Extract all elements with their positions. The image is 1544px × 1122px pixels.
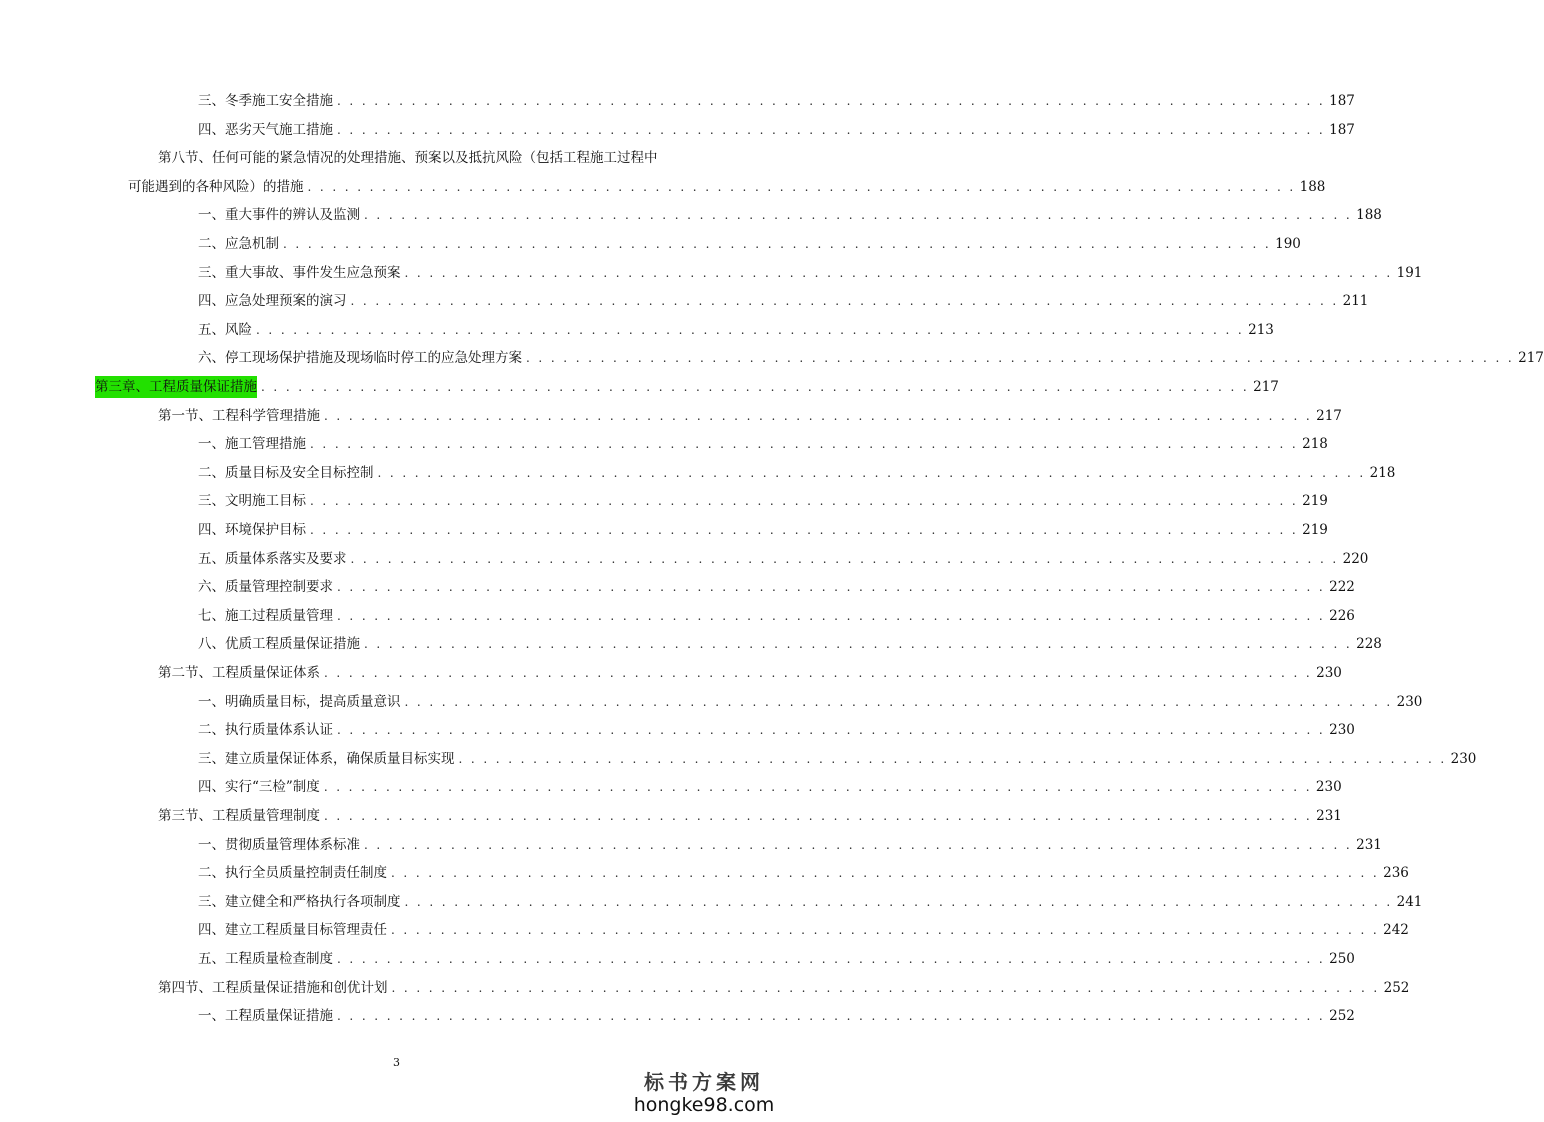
toc-entry-page: 219 <box>1302 493 1328 510</box>
toc-entry[interactable] <box>198 490 1328 512</box>
toc-entry[interactable] <box>198 548 1369 570</box>
toc-entry-label: 二、质量目标及安全目标控制 <box>198 464 374 481</box>
toc-entry-page: 187 <box>1329 93 1355 109</box>
toc-entry[interactable] <box>198 462 1396 484</box>
toc-entry-label: 二、应急机制 <box>198 236 279 252</box>
toc-entry-page: 188 <box>1299 178 1326 195</box>
toc-entry-page: 230 <box>1396 693 1423 710</box>
toc-leader-dots: . . . . . . . . . . . . . . . . . . . . . . . . . . . . . . . . . . . . . . . . . . . . . . . . . . . . . . . . . . . . . . . . . . . . . . . . . . . . . . . . <box>364 208 1353 223</box>
toc-entry-page: 220 <box>1342 550 1369 567</box>
toc-entry[interactable] <box>198 719 1355 741</box>
toc-entry[interactable] <box>198 433 1328 455</box>
toc-entry-page: 191 <box>1396 264 1423 281</box>
toc-entry-page: 218 <box>1369 464 1396 481</box>
toc-entry-page: 242 <box>1383 922 1409 939</box>
toc-entry[interactable] <box>198 319 1274 341</box>
toc-entry[interactable] <box>198 576 1355 598</box>
toc-entry[interactable] <box>198 919 1409 941</box>
toc-entry-label: 一、重大事件的辨认及监测 <box>198 207 360 224</box>
toc-leader-dots: . . . . . . . . . . . . . . . . . . . . . . . . . . . . . . . . . . . . . . . . . . . . . . . . . . . . . . . . . . . . . . . . . . . . . . . . . . . . . . . . <box>337 94 1326 108</box>
toc-entry[interactable] <box>198 605 1355 627</box>
toc-entry[interactable] <box>198 691 1423 713</box>
toc-entry-label: 第三章、工程质量保证措施 <box>95 376 257 398</box>
toc-entry-label: 四、环境保护目标 <box>198 522 306 538</box>
toc-entry-label: 四、应急处理预案的演习 <box>198 293 347 310</box>
toc-entry-page: 231 <box>1316 808 1342 824</box>
toc-entry[interactable] <box>95 376 1279 398</box>
toc-entry[interactable] <box>198 1005 1355 1027</box>
toc-entry-label: 六、质量管理控制要求 <box>198 579 333 596</box>
toc-entry-label: 二、执行全员质量控制责任制度 <box>198 865 387 882</box>
toc-entry-label: 四、建立工程质量目标管理责任 <box>198 922 387 939</box>
toc-leader-dots: . . . . . . . . . . . . . . . . . . . . . . . . . . . . . . . . . . . . . . . . . . . . . . . . . . . . . . . . . . . . . . . . . . . . . . . . . . . . . . . . <box>337 608 1326 623</box>
toc-entry-page: 252 <box>1383 979 1410 996</box>
toc-leader-dots: . . . . . . . . . . . . . . . . . . . . . . . . . . . . . . . . . . . . . . . . . . . . . . . . . . . . . . . . . . . . . . . . . . . . . . . . . . . . . . . . <box>404 894 1393 909</box>
toc-leader-dots: . . . . . . . . . . . . . . . . . . . . . . . . . . . . . . . . . . . . . . . . . . . . . . . . . . . . . . . . . . . . . . . . . . . . . . . . . . . . . . . . <box>310 494 1299 509</box>
toc-leader-dots: . . . . . . . . . . . . . . . . . . . . . . . . . . . . . . . . . . . . . . . . . . . . . . . . . . . . . . . . . . . . . . . . . . . . . . . . . . . . . . . . <box>404 694 1393 709</box>
toc-leader-dots: . . . . . . . . . . . . . . . . . . . . . . . . . . . . . . . . . . . . . . . . . . . . . . . . . . . . . . . . . . . . . . . . . . . . . . . . . . . . . . . . <box>310 523 1299 537</box>
toc-leader-dots: . . . . . . . . . . . . . . . . . . . . . . . . . . . . . . . . . . . . . . . . . . . . . . . . . . . . . . . . . . . . . . . . . . . . . . . . . . . . . . . . <box>307 179 1296 194</box>
toc-entry-page: 190 <box>1275 236 1301 252</box>
toc-entry[interactable] <box>198 834 1382 856</box>
watermark-url: hongke98.com <box>633 1094 775 1116</box>
toc-entry-label: 一、工程质量保证措施 <box>198 1008 333 1025</box>
toc-leader-dots: . . . . . . . . . . . . . . . . . . . . . . . . . . . . . . . . . . . . . . . . . . . . . . . . . . . . . . . . . . . . . . . . . . . . . . . . . . . . . . . . <box>350 294 1339 309</box>
toc-leader-dots: . . . . . . . . . . . . . . . . . . . . . . . . . . . . . . . . . . . . . . . . . . . . . . . . . . . . . . . . . . . . . . . . . . . . . . . . . . . . . . . . <box>364 637 1353 652</box>
toc-entry-page: 241 <box>1396 893 1423 910</box>
toc-leader-dots: . . . . . . . . . . . . . . . . . . . . . . . . . . . . . . . . . . . . . . . . . . . . . . . . . . . . . . . . . . . . . . . . . . . . . . . . . . . . . . . . <box>404 265 1393 280</box>
toc-entry-label: 第二节、工程质量保证体系 <box>158 665 320 681</box>
toc-leader-dots: . . . . . . . . . . . . . . . . . . . . . . . . . . . . . . . . . . . . . . . . . . . . . . . . . . . . . . . . . . . . . . . . . . . . . . . . . . . . . . . . <box>337 952 1326 966</box>
toc-entry-label: 五、质量体系落实及要求 <box>198 550 347 567</box>
toc-entry[interactable] <box>198 90 1355 112</box>
toc-entry-label: 第三节、工程质量管理制度 <box>158 808 320 824</box>
toc-entry-label: 四、实行“三检”制度 <box>198 779 320 796</box>
toc-entry-label: 四、恶劣天气施工措施 <box>198 121 333 138</box>
toc-entry-page: 211 <box>1342 293 1369 310</box>
toc-entry[interactable] <box>198 633 1382 655</box>
toc-entry[interactable] <box>198 290 1369 312</box>
toc-entry-label: 三、建立健全和严格执行各项制度 <box>198 893 401 910</box>
toc-entry[interactable] <box>198 776 1342 798</box>
toc-entry-page: 236 <box>1383 865 1409 882</box>
toc-entry[interactable] <box>198 891 1423 913</box>
toc-entry[interactable] <box>198 119 1355 141</box>
toc-leader-dots: . . . . . . . . . . . . . . . . . . . . . . . . . . . . . . . . . . . . . . . . . . . . . . . . . . . . . . . . . . . . . . . . . . . . . . . . . . . . . . . . <box>310 437 1299 452</box>
toc-entry-page: 230 <box>1316 665 1342 681</box>
toc-entry[interactable] <box>158 662 1342 684</box>
toc-entry-label: 第四节、工程质量保证措施和创优计划 <box>158 979 388 996</box>
toc-entry-label: 五、工程质量检查制度 <box>198 951 333 967</box>
toc-entry[interactable] <box>158 977 1410 999</box>
toc-entry-page: 213 <box>1248 321 1274 338</box>
toc-entry-label: 六、停工现场保护措施及现场临时停工的应急处理方案 <box>198 350 522 367</box>
toc-entry-label: 七、施工过程质量管理 <box>198 607 333 624</box>
toc-entry-page: 228 <box>1356 636 1382 653</box>
toc-leader-dots: . . . . . . . . . . . . . . . . . . . . . . . . . . . . . . . . . . . . . . . . . . . . . . . . . . . . . . . . . . . . . . . . . . . . . . . . . . . . . . . . <box>391 980 1380 995</box>
toc-entry-label: 一、贯彻质量管理体系标准 <box>198 836 360 853</box>
toc-entry-label: 第八节、任何可能的紧急情况的处理措施、预案以及抵抗风险（包括工程施工过程中 <box>158 150 658 167</box>
toc-entry-page: 252 <box>1329 1008 1355 1025</box>
toc-leader-dots: . . . . . . . . . . . . . . . . . . . . . . . . . . . . . . . . . . . . . . . . . . . . . . . . . . . . . . . . . . . . . . . . . . . . . . . . . . . . . . . . <box>391 923 1380 938</box>
toc-entry-page: 230 <box>1450 750 1477 767</box>
toc-entry-label: 一、施工管理措施 <box>198 436 306 453</box>
toc-leader-dots: . . . . . . . . . . . . . . . . . . . . . . . . . . . . . . . . . . . . . . . . . . . . . . . . . . . . . . . . . . . . . . . . . . . . . . . . . . . . . . . . <box>337 1009 1326 1024</box>
toc-entry-page: 217 <box>1518 350 1544 367</box>
toc-leader-dots: . . . . . . . . . . . . . . . . . . . . . . . . . . . . . . . . . . . . . . . . . . . . . . . . . . . . . . . . . . . . . . . . . . . . . . . . . . . . . . . . <box>526 351 1515 366</box>
toc-entry-label: 三、建立质量保证体系，确保质量目标实现 <box>198 750 455 767</box>
toc-leader-dots: . . . . . . . . . . . . . . . . . . . . . . . . . . . . . . . . . . . . . . . . . . . . . . . . . . . . . . . . . . . . . . . . . . . . . . . . . . . . . . . . <box>391 866 1380 881</box>
watermark-logo <box>629 1070 779 1116</box>
toc-entry-label: 一、明确质量目标，提高质量意识 <box>198 693 401 710</box>
toc-entry-page: 250 <box>1329 951 1355 967</box>
page-number: 3 <box>393 1056 400 1069</box>
toc-entry-page: 188 <box>1356 207 1382 224</box>
toc-entry[interactable] <box>198 748 1477 770</box>
toc-leader-dots: . . . . . . . . . . . . . . . . . . . . . . . . . . . . . . . . . . . . . . . . . . . . . . . . . . . . . . . . . . . . . . . . . . . . . . . . . . . . . . . . <box>324 408 1313 423</box>
toc-leader-dots: . . . . . . . . . . . . . . . . . . . . . . . . . . . . . . . . . . . . . . . . . . . . . . . . . . . . . . . . . . . . . . . . . . . . . . . . . . . . . . . . <box>350 551 1339 566</box>
toc-entry-label: 可能遇到的各种风险）的措施 <box>128 178 304 195</box>
toc-entry-page: 219 <box>1302 522 1328 538</box>
toc-entry-page: 187 <box>1329 121 1355 138</box>
toc-leader-dots: . . . . . . . . . . . . . . . . . . . . . . . . . . . . . . . . . . . . . . . . . . . . . . . . . . . . . . . . . . . . . . . . . . . . . . . . . . . . . . . . <box>337 723 1326 738</box>
toc-leader-dots: . . . . . . . . . . . . . . . . . . . . . . . . . . . . . . . . . . . . . . . . . . . . . . . . . . . . . . . . . . . . . . . . . . . . . . . . . . . . . . . . <box>256 322 1245 337</box>
toc-entry-page: 218 <box>1302 436 1328 453</box>
toc-leader-dots: . . . . . . . . . . . . . . . . . . . . . . . . . . . . . . . . . . . . . . . . . . . . . . . . . . . . . . . . . . . . . . . . . . . . . . . . . . . . . . . . <box>323 780 1312 795</box>
toc-leader-dots: . . . . . . . . . . . . . . . . . . . . . . . . . . . . . . . . . . . . . . . . . . . . . . . . . . . . . . . . . . . . . . . . . . . . . . . . . . . . . . . . <box>324 666 1313 680</box>
toc-leader-dots: . . . . . . . . . . . . . . . . . . . . . . . . . . . . . . . . . . . . . . . . . . . . . . . . . . . . . . . . . . . . . . . . . . . . . . . . . . . . . . . . <box>458 751 1447 766</box>
toc-entry-label: 二、执行质量体系认证 <box>198 722 333 739</box>
toc-entry[interactable] <box>198 862 1409 884</box>
toc-entry[interactable] <box>198 262 1423 284</box>
toc-leader-dots: . . . . . . . . . . . . . . . . . . . . . . . . . . . . . . . . . . . . . . . . . . . . . . . . . . . . . . . . . . . . . . . . . . . . . . . . . . . . . . . . <box>324 809 1313 823</box>
toc-entry[interactable] <box>198 204 1382 226</box>
toc-entry[interactable] <box>158 805 1342 827</box>
toc-entry[interactable] <box>158 147 699 169</box>
toc-entry-page: 230 <box>1329 722 1355 739</box>
toc-leader-dots: . . . . . . . . . . . . . . . . . . . . . . . . . . . . . . . . . . . . . . . . . . . . . . . . . . . . . . . . . . . . . . . . . . . . . . . . . . . . . . . . <box>283 237 1272 251</box>
toc-entry-label: 三、重大事故、事件发生应急预案 <box>198 264 401 281</box>
toc-entry-page: 222 <box>1329 579 1355 596</box>
toc-leader-dots: . . . . . . . . . . . . . . . . . . . . . . . . . . . . . . . . . . . . . . . . . . . . . . . . . . . . . . . . . . . . . . . . . . . . . . . . . . . . . . . . <box>364 837 1353 852</box>
toc-entry-page: 231 <box>1356 836 1382 853</box>
toc-entry-page: 226 <box>1329 607 1355 624</box>
toc-entry-label: 第一节、工程科学管理措施 <box>158 407 320 424</box>
toc-entry-label: 三、文明施工目标 <box>198 493 306 510</box>
toc-entry-label: 三、冬季施工安全措施 <box>198 93 333 109</box>
toc-leader-dots: . . . . . . . . . . . . . . . . . . . . . . . . . . . . . . . . . . . . . . . . . . . . . . . . . . . . . . . . . . . . . . . . . . . . . . . . . . . . . . . . <box>337 580 1326 595</box>
toc-entry[interactable] <box>198 519 1328 541</box>
toc-leader-dots: . . . . . . . . . . . . . . . . . . . . . . . . . . . . . . . . . . . . . . . . . . . . . . . . . . . . . . . . . . . . . . . . . . . . . . . . . . . . . . . . <box>377 465 1366 480</box>
toc-entry-page: 230 <box>1315 779 1342 796</box>
toc-entry[interactable] <box>128 176 1326 198</box>
toc-entry-page: 217 <box>1253 379 1279 395</box>
toc-entry[interactable] <box>198 233 1301 255</box>
toc-leader-dots: . . . . . . . . . . . . . . . . . . . . . . . . . . . . . . . . . . . . . . . . . . . . . . . . . . . . . . . . . . . . . . . . . . . . . . . . . . . . . . . . <box>337 122 1326 137</box>
toc-entry[interactable] <box>158 405 1342 427</box>
toc-entry-label: 八、优质工程质量保证措施 <box>198 636 360 653</box>
toc-entry-page: 217 <box>1316 407 1342 424</box>
watermark-title: 标书方案网 <box>644 1070 764 1094</box>
toc-entry[interactable] <box>198 948 1355 970</box>
toc-entry[interactable] <box>198 347 1544 369</box>
toc-entry-label: 五、风险 <box>198 321 252 338</box>
toc-leader-dots: . . . . . . . . . . . . . . . . . . . . . . . . . . . . . . . . . . . . . . . . . . . . . . . . . . . . . . . . . . . . . . . . . . . . . . . . . . . . . . . . <box>261 380 1250 394</box>
